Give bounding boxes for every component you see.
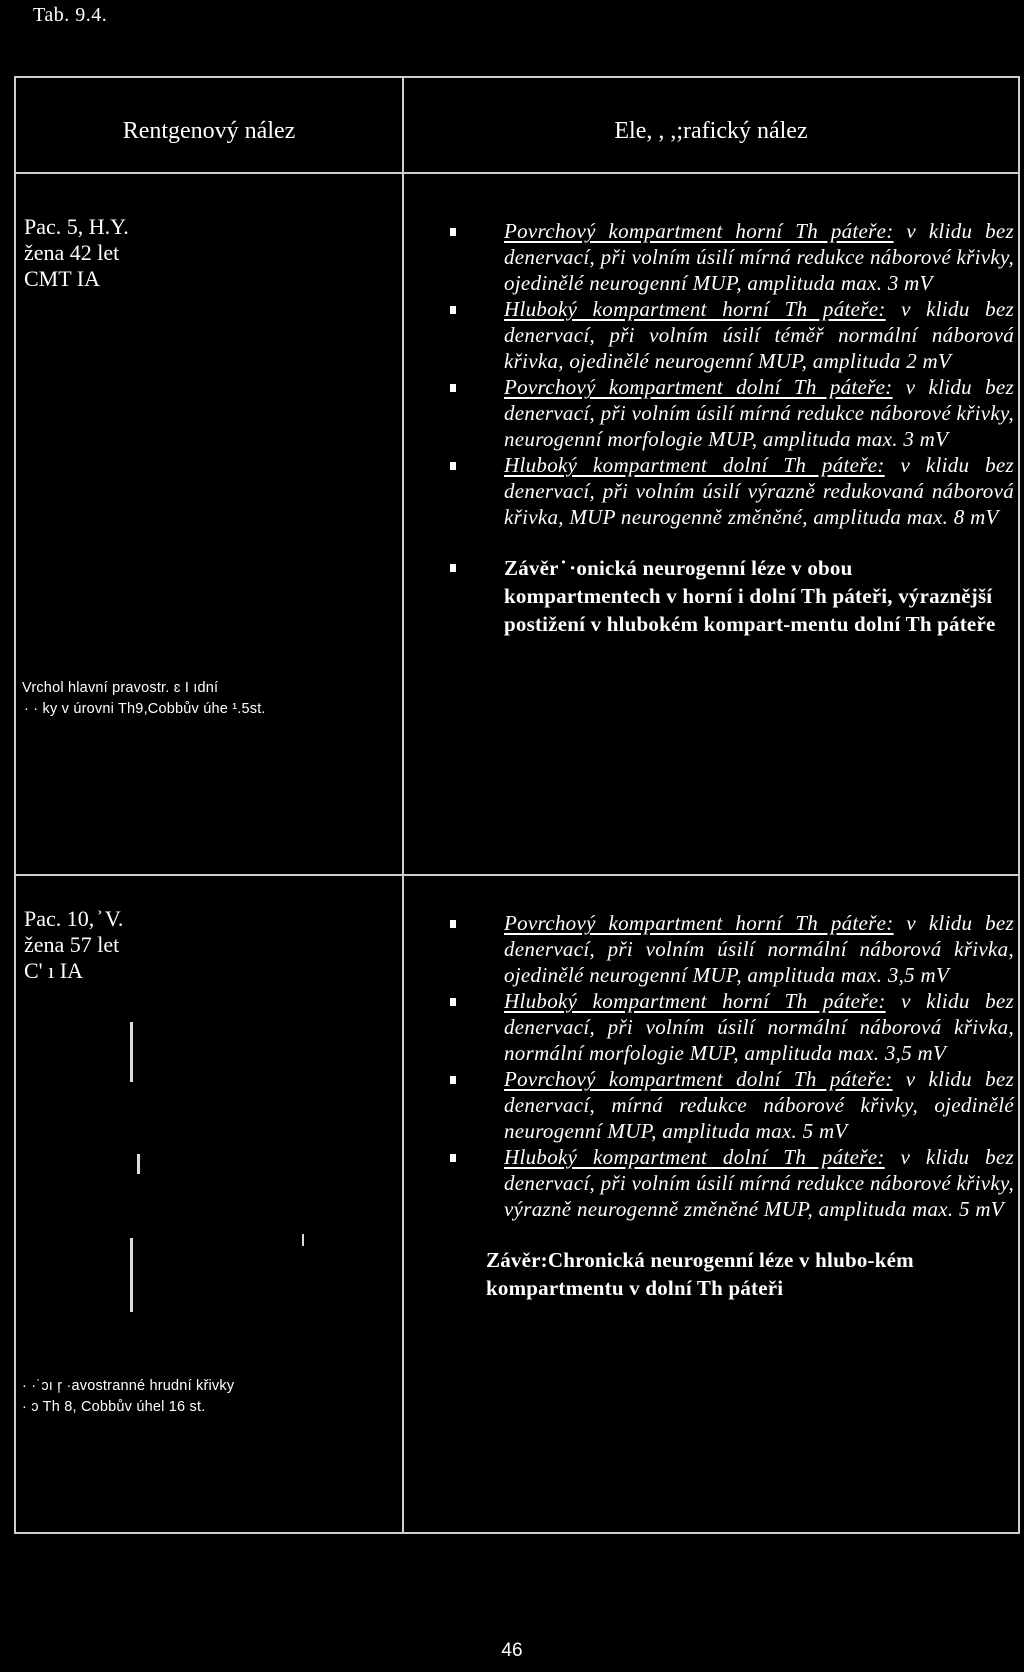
finding-item [450,374,1014,452]
header-bottom-border [14,172,1020,174]
finding-text: v klidu bez denervací, při volním úsilí normální náborová křivka, normální morfologie MUP, amplituda max. 3,5 mV [504,989,1014,1065]
finding-item [450,218,1014,296]
patient-diagnosis: CMT IA [24,266,100,291]
finding-title: Povrchový kompartment dolní Th páteře: [504,375,893,399]
finding-item [450,910,1014,988]
bullet-icon [450,384,456,392]
finding-text: v klidu bez denervací, při volním úsilí mírná redukce náborové křivky, neurogenní morfologie MUP, amplituda max. 3 mV [504,375,1014,451]
finding-item [450,1144,1014,1222]
bullet-icon [450,998,456,1006]
finding-title: Hluboký kompartment horní Th páteře: [504,297,886,321]
finding-item [450,988,1014,1066]
caption-line: · · ky v úrovni Th9,Cobbův úhe ¹.5st. [24,701,266,717]
page-number: 46 [501,1640,523,1661]
column-divider [402,76,404,1534]
emg-findings [450,218,1014,638]
bullet-icon [450,920,456,928]
table-bottom-border [14,1532,1020,1534]
table-left-border [14,76,16,1534]
header-xray: Rentgenový nález [122,118,296,144]
caption-line: Vrchol hlavní pravostr. ɛ I ıdní [22,680,219,696]
finding-title: Hluboký kompartment dolní Th páteře: [504,1145,885,1169]
finding-title: Hluboký kompartment dolní Th páteře: [504,453,885,477]
table-right-border [1018,76,1020,1534]
conclusion [450,554,1014,638]
scan-artifact-bar [137,1154,140,1174]
caption-line: · ·˙ɔı ŗ ·avostranné hrudní křivky [22,1378,235,1394]
finding-text: v klidu bez denervací, při volním úsilí výrazně redukovaná náborová křivka, MUP neurogenně změněné, amplituda max. 8 mV [504,453,1014,529]
finding-title: Povrchový kompartment dolní Th páteře: [504,1067,893,1091]
conclusion-text: Závěr:Chronická neurogenní léze v hlubo-kém kompartmentu v dolní Th páteři [486,1248,914,1300]
bullet-icon [450,1076,456,1084]
table-top-border [14,76,1020,78]
table-label: Tab. 9.4. [33,4,108,26]
conclusion-text: Závěr ̇ ·onická neurogenní léze v obou kompartmentech v horní i dolní Th páteři, výraznější postižení v hlubokém kompart-mentu dolní Th páteře [504,556,996,636]
finding-text: v klidu bez denervací, mírná redukce náborové křivky, ojedinělé neurogenní MUP, amplituda max. 5 mV [504,1067,1014,1143]
finding-text: v klidu bez denervací, při volním úsilí mírná redukce náborové křivky, ojedinělé neurogenní MUP, amplituda max. 3 mV [504,219,1015,295]
scan-artifact-bar [130,1238,133,1312]
bullet-icon [450,306,456,314]
bullet-icon [450,1154,456,1162]
finding-item [450,1066,1014,1144]
finding-text: v klidu bez denervací, při volním úsilí normální náborová křivka, ojedinělé neurogenní MUP, amplituda max. 3,5 mV [504,911,1015,987]
patient-sex-age: žena 42 let [24,240,120,265]
finding-title: Povrchový kompartment horní Th páteře: [504,911,894,935]
bullet-icon [450,564,456,572]
caption-line: · ɔ Th 8, Cobbův úhel 16 st. [22,1399,206,1415]
finding-title: Hluboký kompartment horní Th páteře: [504,989,886,1013]
emg-findings [450,910,1014,1302]
patient-sex-age: žena 57 let [24,932,120,957]
scan-artifact-bar [302,1234,304,1246]
patient-id: Pac. 5, H.Y. [24,214,129,239]
header-emg: Ele, , ,;rafický nález [614,118,808,144]
bullet-icon [450,228,456,236]
finding-item [450,296,1014,374]
patient-info [24,214,129,292]
conclusion [450,1246,1014,1302]
patient-diagnosis: C' ı IA [24,958,83,983]
finding-item [450,452,1014,530]
row-divider [14,874,1020,876]
xray-caption [22,1376,400,1418]
xray-caption [22,678,400,720]
scan-artifact-bar [130,1022,133,1082]
finding-title: Povrchový kompartment horní Th páteře: [504,219,894,243]
bullet-icon [450,462,456,470]
finding-text: v klidu bez denervací, při volním úsilí téměř normální náborová křivka, ojedinělé neurogenní MUP, amplituda 2 mV [504,297,1014,373]
patient-info [24,906,123,984]
finding-text: v klidu bez denervací, při volním úsilí mírná redukce náborové křivky, výrazně neurogenně změněné MUP, amplituda max. 5 mV [504,1145,1014,1221]
patient-id: Pac. 10, ͐ V. [24,906,124,931]
